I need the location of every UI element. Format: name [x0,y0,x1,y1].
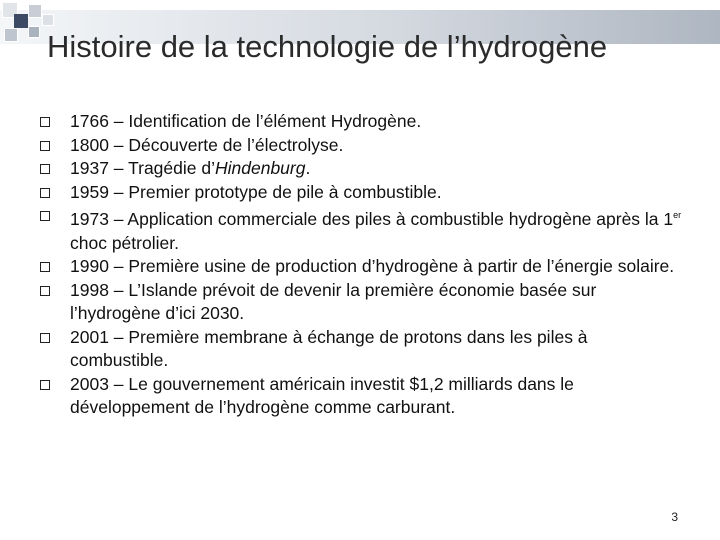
timeline-item [40,157,690,181]
item-text-main: 1800 – Découverte de l’électrolyse. [70,134,344,155]
timeline-item [40,204,690,255]
item-text-main: 2003 – Le gouvernement américain investit $1,2 milliards dans le développement de l’hydrogène comme carburant. [70,373,574,417]
square-bullet-icon [40,286,50,296]
item-text-italic: Hindenburg [214,158,306,178]
square-bullet-icon [40,188,50,198]
timeline-item-text [70,374,574,418]
timeline-item-text [70,327,588,371]
decorative-square [28,26,40,38]
item-text-main: 1998 – L’Islande prévoit de devenir la première économie basée sur l’hydrogène d’ici 2030. [70,279,597,323]
timeline-item-text [70,158,310,178]
item-text-main: 1959 – Premier prototype de pile à combustible. [70,181,442,202]
square-bullet-icon [40,262,50,272]
slide-title: Histoire de la technologie de l’hydrogène [47,29,608,64]
timeline-item [40,373,690,420]
timeline-item-text [70,182,442,202]
decorative-square [14,14,28,28]
square-bullet-icon [40,164,50,174]
timeline-item-text [70,135,343,155]
item-text-superscript: er [673,210,682,220]
timeline-item [40,181,690,205]
timeline-list [40,110,690,420]
timeline-item-text [70,256,674,276]
timeline-item [40,255,690,279]
item-text-main: 1937 – Tragédie d’ [70,158,215,178]
page-number: 3 [671,510,678,524]
timeline-item-text [70,111,421,131]
square-bullet-icon [40,333,50,343]
item-text-main: 1990 – Première usine de production d’hydrogène à partir de l’énergie solaire. [70,256,675,276]
square-bullet-icon [40,117,50,127]
timeline-item [40,110,690,134]
timeline-item-text [70,209,681,253]
timeline-item [40,326,690,373]
item-text-suffix: choc pétrolier. [70,232,179,253]
timeline-item [40,279,690,326]
square-bullet-icon [40,211,50,221]
decorative-square [4,28,18,42]
decorative-square [42,14,54,26]
square-bullet-icon [40,141,50,151]
item-text-main: 1973 – Application commerciale des piles à combustible hydrogène après la 1 [70,209,674,229]
timeline-item [40,134,690,158]
item-text-suffix: . [305,158,311,178]
square-bullet-icon [40,380,50,390]
item-text-main: 2001 – Première membrane à échange de protons dans les piles à combustible. [70,326,588,370]
decorative-square [28,4,42,18]
timeline-item-text [70,280,596,324]
item-text-main: 1766 – Identification de l’élément Hydrogène. [70,111,422,131]
